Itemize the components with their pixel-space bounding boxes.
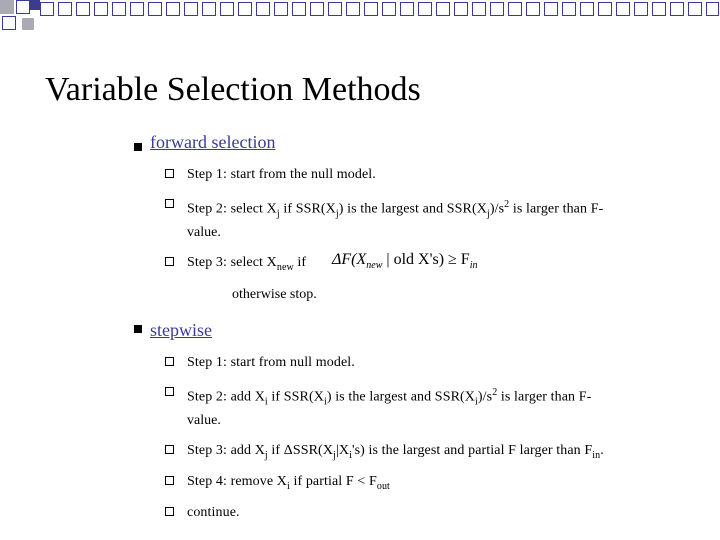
main-bullet-icon	[134, 143, 142, 151]
deco-square	[688, 2, 702, 16]
forward-selection-heading[interactable]: forward selection	[150, 132, 276, 152]
deco-square	[58, 2, 72, 16]
checkbox-bullet-icon	[165, 357, 174, 366]
checkbox-bullet-icon	[165, 476, 174, 485]
checkbox-bullet-icon	[165, 507, 174, 516]
checkbox-bullet-icon	[165, 387, 174, 396]
deco-square	[508, 2, 522, 16]
deco-square	[490, 2, 504, 16]
deco-square	[436, 2, 450, 16]
checkbox-bullet-icon	[165, 445, 174, 454]
deco-square	[76, 2, 90, 16]
deco-square	[148, 2, 162, 16]
deco-square	[562, 2, 576, 16]
deco-square	[2, 16, 16, 30]
deco-square	[616, 2, 630, 16]
stepwise-step-2-continued: value.	[187, 413, 221, 428]
deco-square	[16, 0, 30, 14]
deco-square	[310, 2, 324, 16]
deco-square	[670, 2, 684, 16]
deco-square	[30, 0, 40, 10]
deco-square	[580, 2, 594, 16]
forward-step-3-continued: otherwise stop.	[232, 287, 317, 302]
deco-square	[526, 2, 540, 16]
deco-square	[274, 2, 288, 16]
checkbox-bullet-icon	[165, 199, 174, 208]
deco-square	[544, 2, 558, 16]
deco-square	[472, 2, 486, 16]
deco-square	[22, 18, 34, 30]
deco-square	[346, 2, 360, 16]
deco-square	[706, 2, 719, 16]
deco-square	[364, 2, 378, 16]
deco-square	[94, 2, 108, 16]
stepwise-heading[interactable]: stepwise	[150, 320, 212, 340]
main-bullet-icon	[134, 325, 142, 333]
checkbox-bullet-icon	[165, 257, 174, 266]
deco-square	[184, 2, 198, 16]
deco-square	[598, 2, 612, 16]
forward-step-2-continued: value.	[187, 225, 221, 240]
header-decoration	[0, 0, 720, 32]
deco-square	[256, 2, 270, 16]
deco-square	[166, 2, 180, 16]
forward-step-3-formula: $\Delta F(X_{new}$ | old $X's) \ge F_{in}$	[332, 251, 478, 272]
deco-square	[418, 2, 432, 16]
slide-title: Variable Selection Methods	[45, 71, 421, 108]
deco-square	[652, 2, 666, 16]
deco-square	[202, 2, 216, 16]
deco-square	[112, 2, 126, 16]
deco-square	[454, 2, 468, 16]
deco-square	[130, 2, 144, 16]
deco-square	[0, 0, 14, 14]
checkbox-bullet-icon	[165, 169, 174, 178]
deco-square	[292, 2, 306, 16]
deco-square	[40, 2, 54, 16]
deco-square	[634, 2, 648, 16]
deco-square	[238, 2, 252, 16]
deco-square	[328, 2, 342, 16]
deco-square	[382, 2, 396, 16]
deco-square	[400, 2, 414, 16]
deco-square	[220, 2, 234, 16]
